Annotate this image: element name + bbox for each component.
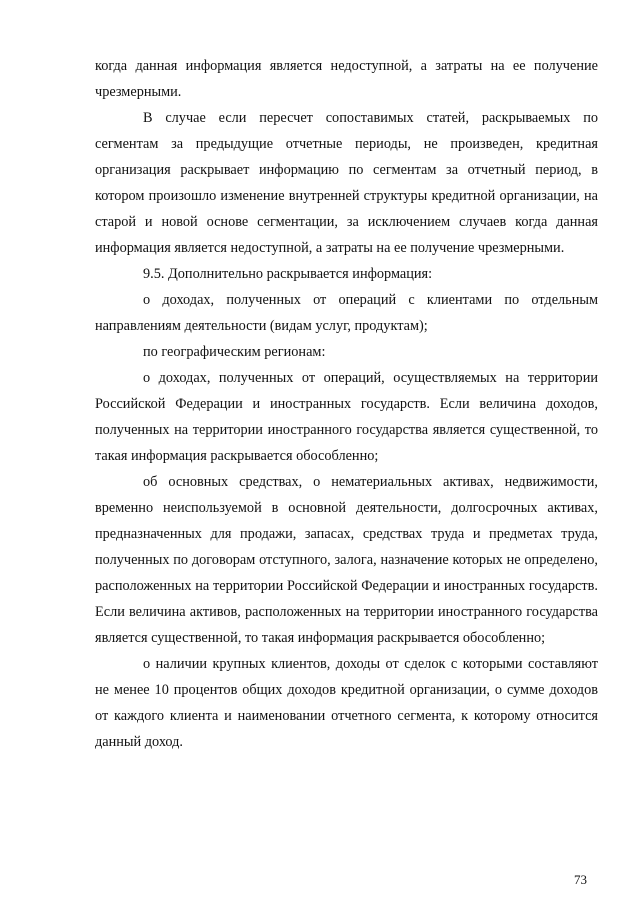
paragraph-geographic-regions: по географическим регионам:	[143, 344, 326, 360]
page-number: 73	[574, 872, 587, 887]
paragraph-major-clients: о наличии крупных клиентов, доходы от сделок с которыми составляют не менее 10 процентов общих доходов кредитной организации, о сумме доходов от каждого клиента и наименовании отчетного сегмента, к которому относится данный доход.	[95, 656, 598, 750]
paragraph-client-income: о доходах, полученных от операций с клиентами по отдельным направлениям деятельности (видам услуг, продуктам);	[95, 292, 598, 334]
paragraph-segment-recalculation: В случае если пересчет сопоставимых статей, раскрываемых по сегментам за предыдущие отчетные периоды, не произведен, кредитная организация раскрывает информацию по сегментам за отчетный период, в котором произошло изменение внутренней структуры кредитной организации, на старой и новой основе сегментации, за исключением случаев когда данная информация является недоступной, а затраты на ее получение чрезмерными.	[95, 110, 598, 256]
paragraph-territory-income: о доходах, полученных от операций, осуществляемых на территории Российской Федерации и иностранных государств. Если величина доходов, полученных на территории иностранного государства является существенной, то такая информация раскрывается обособленно;	[95, 370, 598, 464]
paragraph-continuation: когда данная информация является недоступной, а затраты на ее получение чрезмерными.	[95, 58, 598, 100]
paragraph-fixed-assets: об основных средствах, о нематериальных активах, недвижимости, временно неиспользуемой в основной деятельности, долгосрочных активах, предназначенных для продажи, запасах, средствах труда и предметах труда, полученных по договорам отступного, залога, назначение которых не определено, расположенных на территории Российской Федерации и иностранных государств. Если величина активов, расположенных на территории иностранного государства является существенной, то такая информация раскрывается обособленно;	[95, 474, 598, 646]
section-heading-9-5: 9.5. Дополнительно раскрывается информация:	[143, 266, 433, 282]
document-body	[95, 53, 598, 755]
